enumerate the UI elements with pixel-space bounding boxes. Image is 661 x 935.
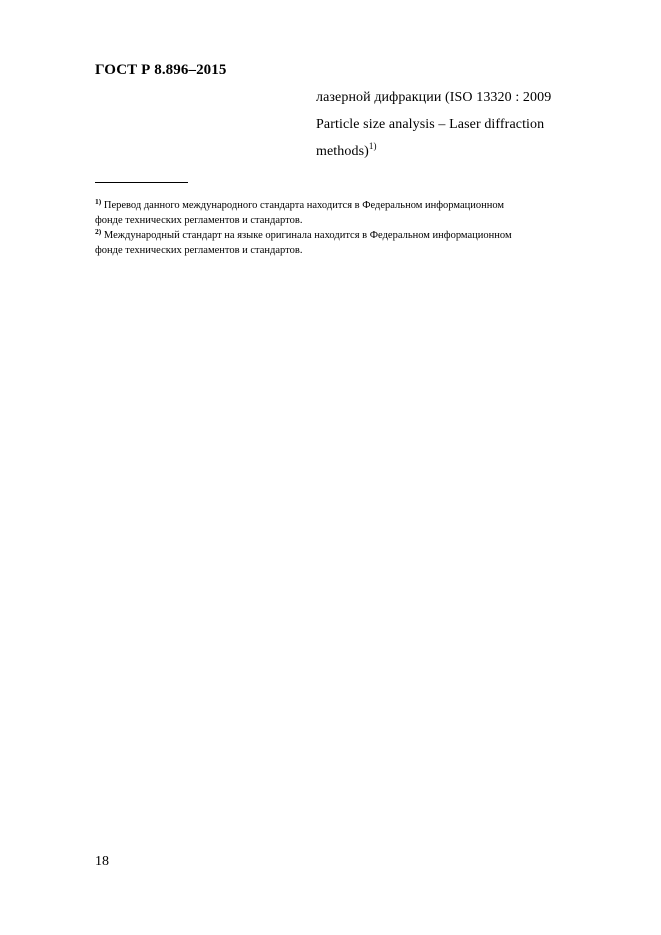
footnote-2-mark: 2) xyxy=(95,227,102,236)
reference-continuation xyxy=(316,84,616,165)
footnote-separator xyxy=(95,182,188,183)
reference-line-3 xyxy=(316,138,616,165)
reference-line-1: лазерной дифракции (ISO 13320 : 2009 xyxy=(316,90,552,105)
reference-line-3-text: methods) xyxy=(316,144,369,159)
page-number: 18 xyxy=(95,854,109,869)
footnote-1-line-1 xyxy=(95,197,505,211)
footnote-1 xyxy=(95,198,625,228)
footnote-1-mark: 1) xyxy=(95,197,102,206)
footnotes-section xyxy=(95,198,625,258)
footnote-2-line-1 xyxy=(95,227,512,241)
footnote-1-text-2: фонде технических регламентов и стандартов. xyxy=(95,215,303,226)
footnote-2 xyxy=(95,228,625,258)
reference-line-2: Particle size analysis – Laser diffraction xyxy=(316,117,545,132)
standard-code-header: ГОСТ Р 8.896–2015 xyxy=(95,62,227,78)
footnote-2-text-1: Международный стандарт на языке оригинала находится в Федеральном информационном xyxy=(103,230,512,241)
footnote-marker: 1) xyxy=(368,141,377,151)
footnote-2-text-2: фонде технических регламентов и стандартов. xyxy=(95,245,303,256)
footnote-1-text-1: Перевод данного международного стандарта находится в Федеральном информационном xyxy=(103,200,505,211)
